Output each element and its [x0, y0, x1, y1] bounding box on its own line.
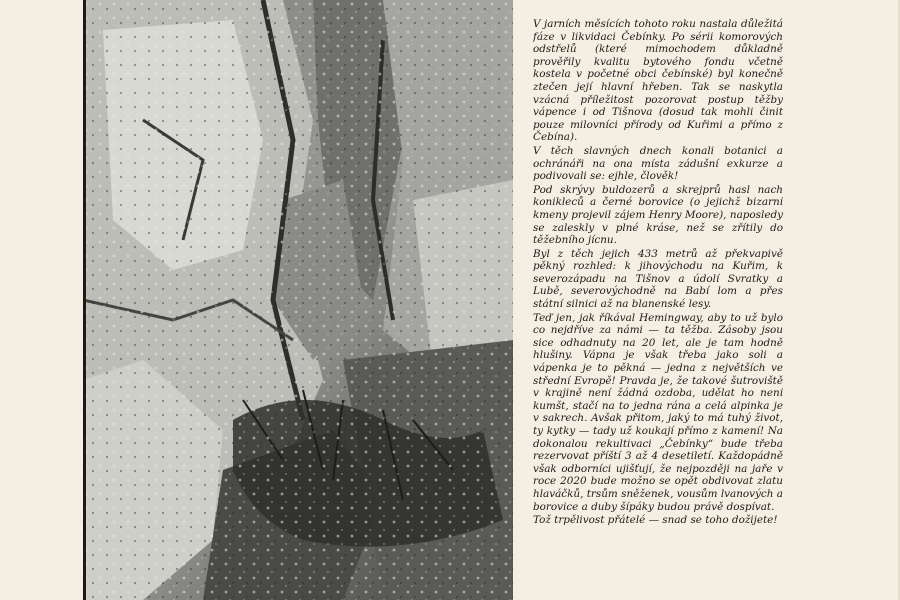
rock-quarry-photo-icon — [83, 0, 513, 600]
article-paragraph-2: V těch slavných dnech konali botanici a ochránáři na ona místa zádušní exkurze a podivovali se: ejhle, člověk! — [533, 144, 783, 183]
article-paragraph-1: V jarních měsících tohoto roku nastala důležitá fáze v likvidaci Čebínky. Po sérii komorových odstřelů (které mimochodem důkladně prověřily kvalitu bytového fondu včetně kostela v početné obci čebínské) byl konečně ztečen její hlavní hřeben. Tak se naskytla vzácná příležitost pozorovat postup těžby vápence i od Tišnova (dosud tak mohli činit pouze milovníci přírody od Kuřimi a přímo z Čebína). — [533, 18, 783, 144]
quarry-rock-photo — [83, 0, 513, 600]
article-paragraph-3: Pod skrývy buldozerů a skrejprů hasl nach konikleců a černé borovice (o jejichž bizarní kmeny projevil zájem Henry Moore), naposledy se zaleskly v plné kráse, než se zřítily do těžebního jícnu. — [533, 183, 783, 247]
article-paragraph-6: Tož trpělivost přátelé — snad se toho dožijete! — [533, 514, 778, 527]
article-text — [533, 18, 783, 600]
article-paragraph-5: Teď jen, jak říkával Hemingway, aby to už bylo co nejdříve za námi — ta těžba. Zásoby jsou sice odhadnuty na 20 let, ale je tam hodně hlušiny. Vápna je však třeba jako soli a vápenka je to pěkná — jedna z největších ve střední Evropě! Pravda je, že takové šutroviště v krajině není žádná ozdoba, udělat ho není kumšt, stačí na to jedna rána a celá alpinka je v sakrech. Avšak přitom, jaký to má tuhý život, ty kytky — tady už koukají přímo z kamení! Na dokonalou rekultivaci „Čebínky“ bude třeba rezervovat příští 3 až 4 desetiletí. Každopádně však odborníci ujišťují, že nejpozději na jaře v roce 2020 bude možno se opět obdivovat zlatu hlaváčků, trsům sněženek, vousům lvanových a borovice a duby šípáky budou právě dospívat. — [533, 311, 783, 513]
article-paragraph-4: Byl z těch jejich 433 metrů až překvapivě pěkný rozhled: k jihovýchodu na Kuřim, k severozápadu na Tišnov a údolí Svratky a Lubě, severovýchodně na Babí lom a přes státní silnici až na blanenské lesy. — [533, 247, 783, 311]
